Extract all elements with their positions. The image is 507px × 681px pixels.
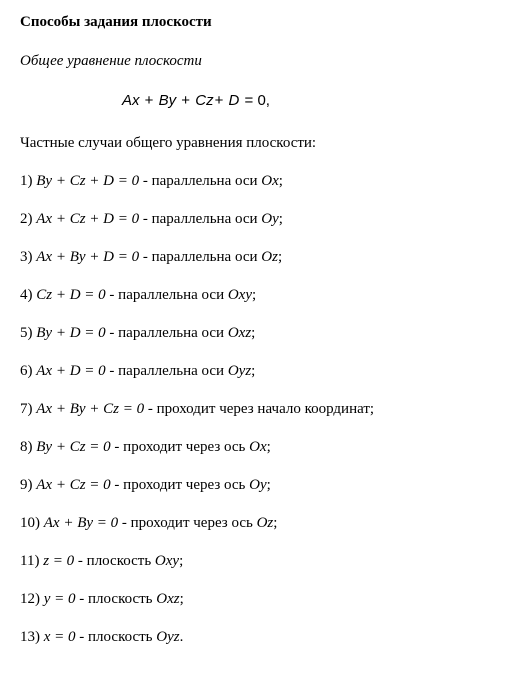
case-description: - параллельна оси	[139, 249, 262, 265]
formula-equals-zero: = 0,	[240, 92, 270, 109]
special-cases-intro: Частные случаи общего уравнения плоскости:	[20, 135, 317, 151]
case-subject: Ox	[249, 439, 267, 455]
page-title: Способы задания плоскости	[20, 14, 212, 30]
case-equation: x = 0	[43, 629, 76, 645]
case-number: 5)	[20, 325, 37, 341]
case-subject: Oxz	[227, 325, 252, 341]
case-equation: By + D = 0	[36, 325, 106, 341]
case-item	[20, 514, 374, 552]
case-item	[20, 362, 374, 400]
case-subject: Oz	[261, 249, 278, 265]
case-end: ;	[278, 211, 283, 227]
case-item	[20, 552, 374, 590]
case-subject: Oyz	[227, 363, 252, 379]
case-number: 13)	[20, 629, 44, 645]
case-description: - проходит через ось	[118, 515, 257, 531]
case-subject: Oy	[249, 477, 267, 493]
case-description: - параллельна оси	[105, 287, 228, 303]
special-cases-list	[20, 172, 374, 666]
case-number: 11)	[20, 553, 44, 569]
case-description: - плоскость	[75, 591, 157, 607]
case-number: 2)	[20, 211, 37, 227]
case-end: ;	[273, 515, 278, 531]
case-subject: Oxy	[154, 553, 180, 569]
case-end: ;	[278, 173, 283, 189]
case-description: - параллельна оси	[105, 325, 228, 341]
case-item	[20, 248, 374, 286]
section-subtitle: Общее уравнение плоскости	[20, 53, 202, 69]
case-number: 1)	[20, 173, 37, 189]
case-equation: Cz + D = 0	[36, 287, 106, 303]
case-number: 3)	[20, 249, 37, 265]
case-number: 9)	[20, 477, 37, 493]
case-description: - параллельна оси	[105, 363, 228, 379]
case-equation: z = 0	[43, 553, 75, 569]
case-description: - параллельна оси	[139, 211, 262, 227]
case-number: 10)	[20, 515, 44, 531]
case-item	[20, 210, 374, 248]
case-end: .	[179, 629, 184, 645]
general-equation-formula	[122, 91, 271, 111]
case-subject: Oxz	[156, 591, 180, 607]
case-equation: Ax + By = 0	[43, 515, 119, 531]
case-subject: Oxy	[227, 287, 252, 303]
case-equation: Ax + By + Cz = 0	[36, 401, 145, 417]
case-item	[20, 590, 374, 628]
formula-term-d: D	[228, 92, 240, 109]
case-description: - плоскость	[75, 629, 157, 645]
case-equation: Ax + Cz = 0	[36, 477, 111, 493]
case-number: 4)	[20, 287, 37, 303]
formula-term-cz: Cz	[195, 92, 214, 109]
case-item	[20, 324, 374, 362]
case-equation: Ax + By + D = 0	[36, 249, 140, 265]
formula-term-by: By	[158, 92, 177, 109]
case-number: 7)	[20, 401, 37, 417]
formula-plus-2: +	[177, 92, 195, 109]
formula-plus-1: +	[140, 92, 158, 109]
case-subject: Oyz	[156, 629, 180, 645]
case-equation: Ax + D = 0	[36, 363, 106, 379]
case-equation: By + Cz + D = 0	[36, 173, 140, 189]
case-equation: y = 0	[43, 591, 76, 607]
case-description: - проходит через начало координат;	[144, 401, 375, 417]
case-number: 6)	[20, 363, 37, 379]
case-subject: Ox	[261, 173, 279, 189]
formula-plus-3: +	[214, 92, 228, 109]
case-equation: By + Cz = 0	[36, 439, 111, 455]
case-end: ;	[251, 363, 256, 379]
case-item	[20, 172, 374, 210]
case-number: 8)	[20, 439, 37, 455]
case-item	[20, 476, 374, 514]
case-description: - проходит через ось	[110, 439, 250, 455]
case-end: ;	[277, 249, 283, 265]
case-description: - параллельна оси	[139, 173, 262, 189]
case-end: ;	[179, 591, 184, 607]
case-end: ;	[266, 477, 271, 493]
case-end: ;	[266, 439, 271, 455]
case-item	[20, 286, 374, 324]
case-end: ;	[252, 287, 257, 303]
case-item	[20, 628, 374, 666]
case-subject: Oz	[256, 515, 274, 531]
case-subject: Oy	[261, 211, 279, 227]
case-number: 12)	[20, 591, 44, 607]
case-description: - проходит через ось	[110, 477, 250, 493]
case-description: - плоскость	[74, 553, 155, 569]
formula-term-ax: Ax	[122, 92, 140, 109]
case-end: ;	[251, 325, 256, 341]
case-end: ;	[179, 553, 184, 569]
case-item	[20, 438, 374, 476]
case-equation: Ax + Cz + D = 0	[36, 211, 140, 227]
case-item	[20, 400, 374, 438]
